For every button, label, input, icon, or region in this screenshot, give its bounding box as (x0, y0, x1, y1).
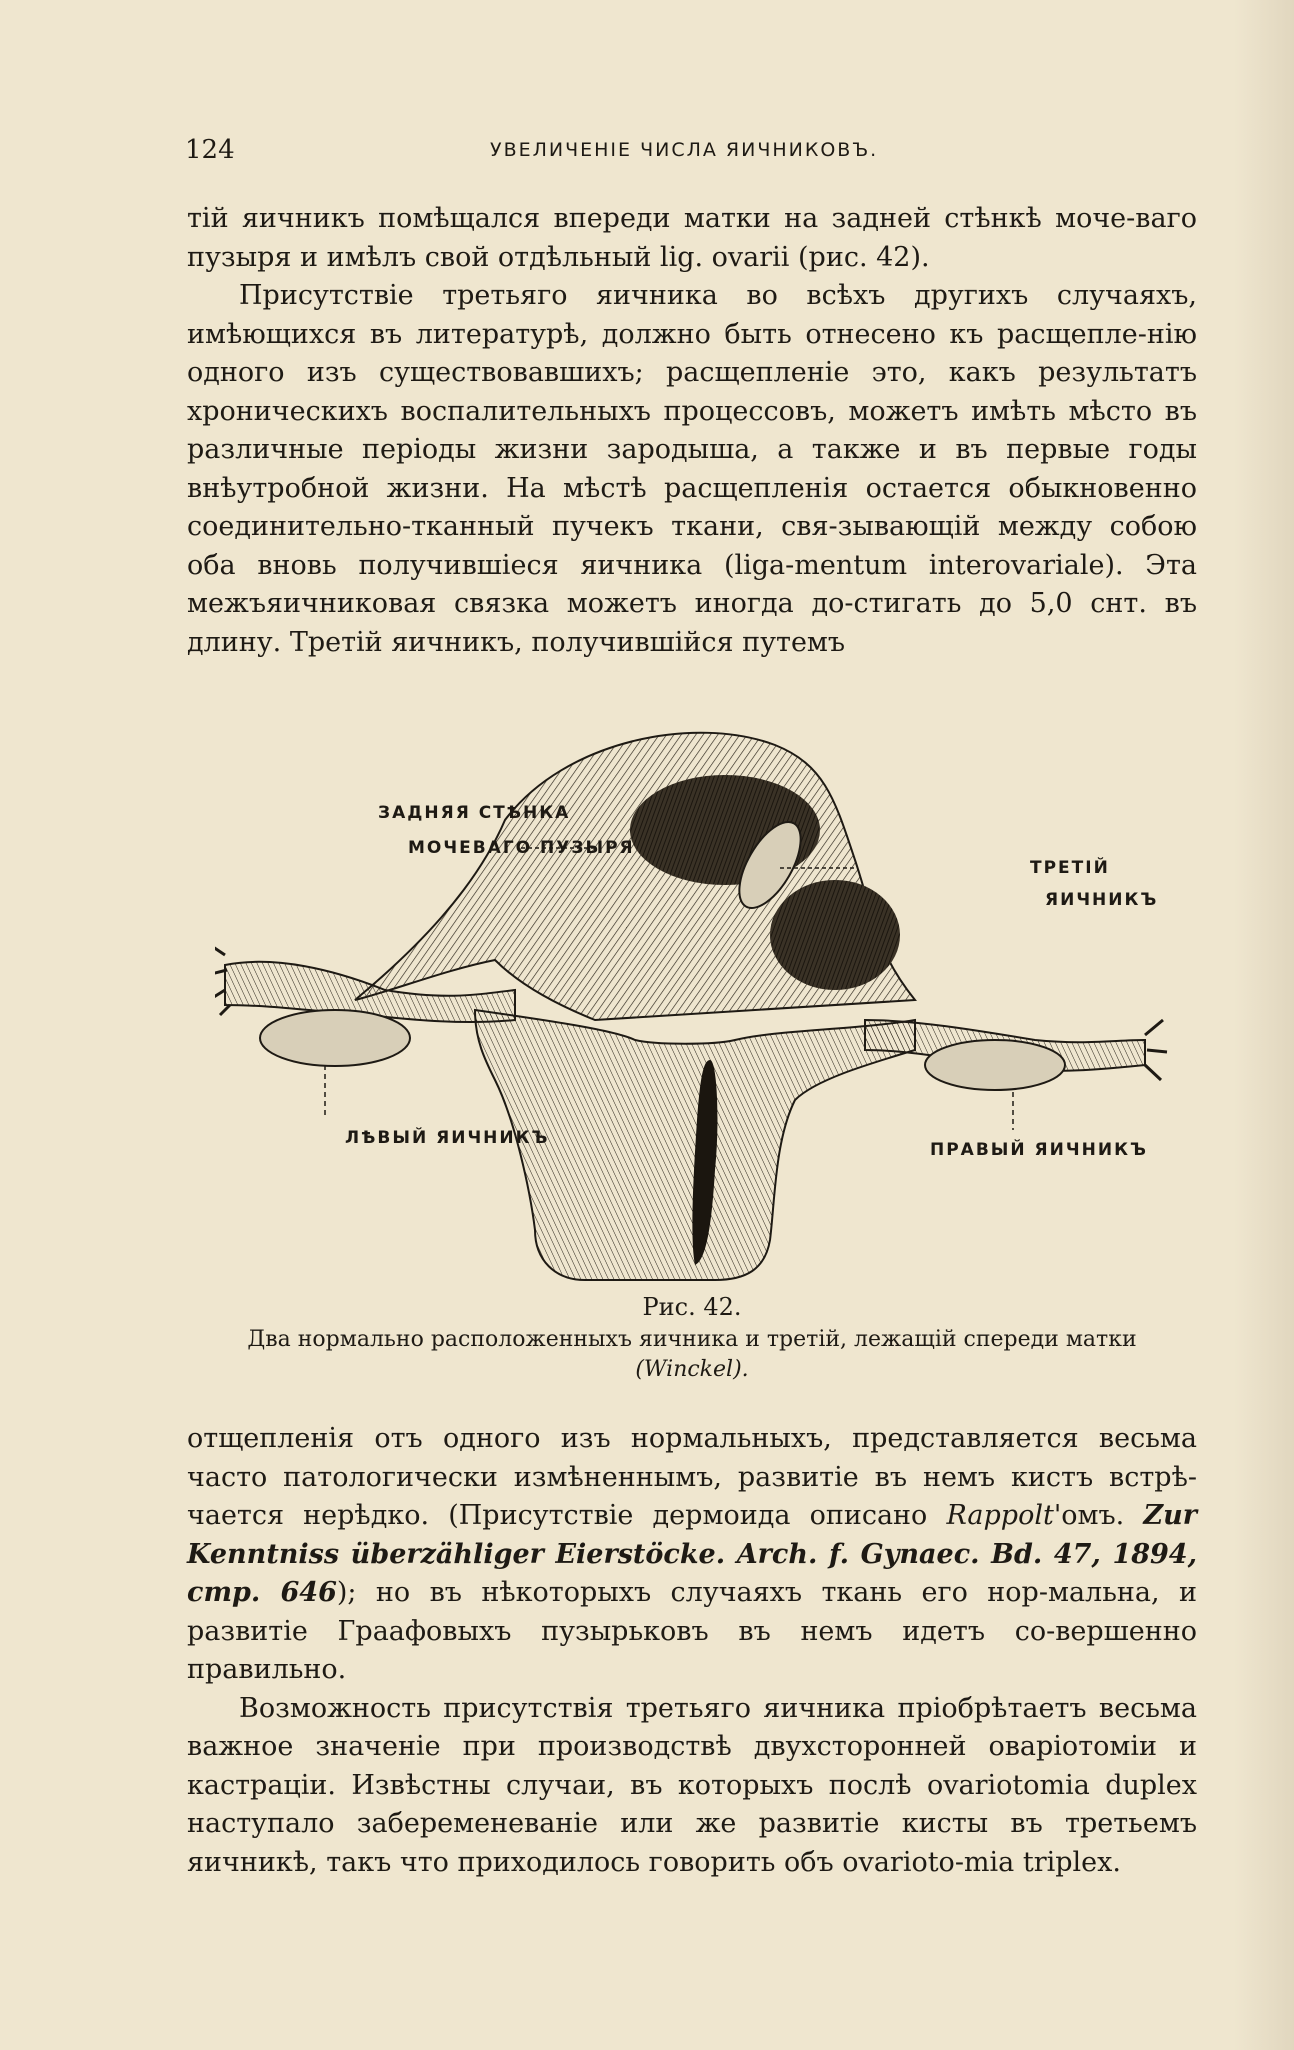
page-edge-shadow (1234, 0, 1294, 2050)
page-number: 124 (185, 135, 235, 165)
anatomy-illustration (215, 720, 1175, 1300)
label-right-ovary: ПРАВЫЙ ЯИЧНИКЪ (930, 1140, 1148, 1160)
paragraph-3-part-3: ); но въ нѣкоторыхъ случаяхъ ткань его нор-мальна, и развитіе Граафовыхъ пузырьковъ въ немъ идетъ со-вершенно правильно. (187, 1577, 1197, 1685)
left-ovary-shape (260, 1010, 410, 1066)
label-left-ovary: ЛѢВЫЙ ЯИЧНИКЪ (345, 1128, 550, 1148)
paragraph-4: Возможность присутствія третьяго яичника пріобрѣтаетъ весьма важное значеніе при производствѣ двухсторонней оваріотоміи и кастраціи. Извѣстны случаи, въ которыхъ послѣ ovariotomia duplex наступало забеременеваніе или же развитіе кисты въ третьемъ яичникѣ, такъ что приходилось говорить объ ovarioto-mia triplex. (187, 1692, 1197, 1878)
right-ovary-shape (925, 1040, 1065, 1090)
label-back-wall-line2: МОЧЕВАГО ПУЗЫРЯ (408, 838, 635, 858)
top-text-block (187, 200, 1197, 662)
running-title: УВЕЛИЧЕНІЕ ЧИСЛА ЯИЧНИКОВЪ. (490, 139, 879, 161)
figure-caption-title: Рис. 42. (642, 1293, 742, 1321)
right-pouch-shape (770, 880, 900, 990)
paragraph-3-part-2: 'омъ. (1053, 1500, 1144, 1531)
citation-reference: Zur Kenntniss überzähliger Eierstöcke. Arch. f. Gynaec. Bd. 47, 1894, стр. 646 (187, 1500, 1197, 1608)
bottom-text-block (187, 1420, 1197, 1882)
figure-caption (187, 1325, 1197, 1385)
label-back-wall-line1: ЗАДНЯЯ СТѢНКА (378, 803, 571, 823)
figure-caption-text: Два нормально расположенныхъ яичника и третій, лежащій спереди матки (247, 1327, 1137, 1352)
right-fimbria-shape (1145, 1020, 1167, 1080)
page-header (185, 135, 1105, 175)
figure-caption-author: (Winckel). (635, 1357, 749, 1382)
figure-42 (215, 720, 1175, 1300)
paragraph-1: тій яичникъ помѣщался впереди матки на задней стѣнкѣ моче-вагo пузыря и имѣлъ свой отдѣльный lig. ovarii (рис. 42). (187, 203, 1197, 273)
label-third-ovary-line1: ТРЕТІЙ (1030, 858, 1110, 878)
paragraph-3 (187, 1420, 1197, 1690)
label-third-ovary-line2: ЯИЧНИКЪ (1045, 890, 1159, 910)
paragraph-2: Присутствіе третьяго яичника во всѣхъ другихъ случаяхъ, имѣющихся въ литературѣ, должно быть отнесено къ расщепле-нію одного изъ существовавшихъ; расщепленіе это, какъ результатъ хроническихъ воспалительныхъ процессовъ, можетъ имѣть мѣсто въ различные періоды жизни зародыша, а также и въ первые годы внѣутробной жизни. На мѣстѣ расщепленія остается обыкновенно соединительно-тканный пучекъ ткани, свя-зывающій между собою оба вновь получившіеся яичника (liga-mentum interovariale). Эта межъяичниковая связка можетъ иногда до-стигать до 5,0 снт. въ длину. Третій яичникъ, получившійся путемъ (187, 280, 1197, 658)
paragraph-3-part-1: отщепленія отъ одного изъ нормальныхъ, представляется весьма часто патологически измѣненнымъ, развитіе въ немъ кистъ встрѣ-чается нерѣдко. (Присутствіе дермоида описано (187, 1423, 1197, 1531)
author-name-rappolt: Rappolt (946, 1500, 1054, 1531)
